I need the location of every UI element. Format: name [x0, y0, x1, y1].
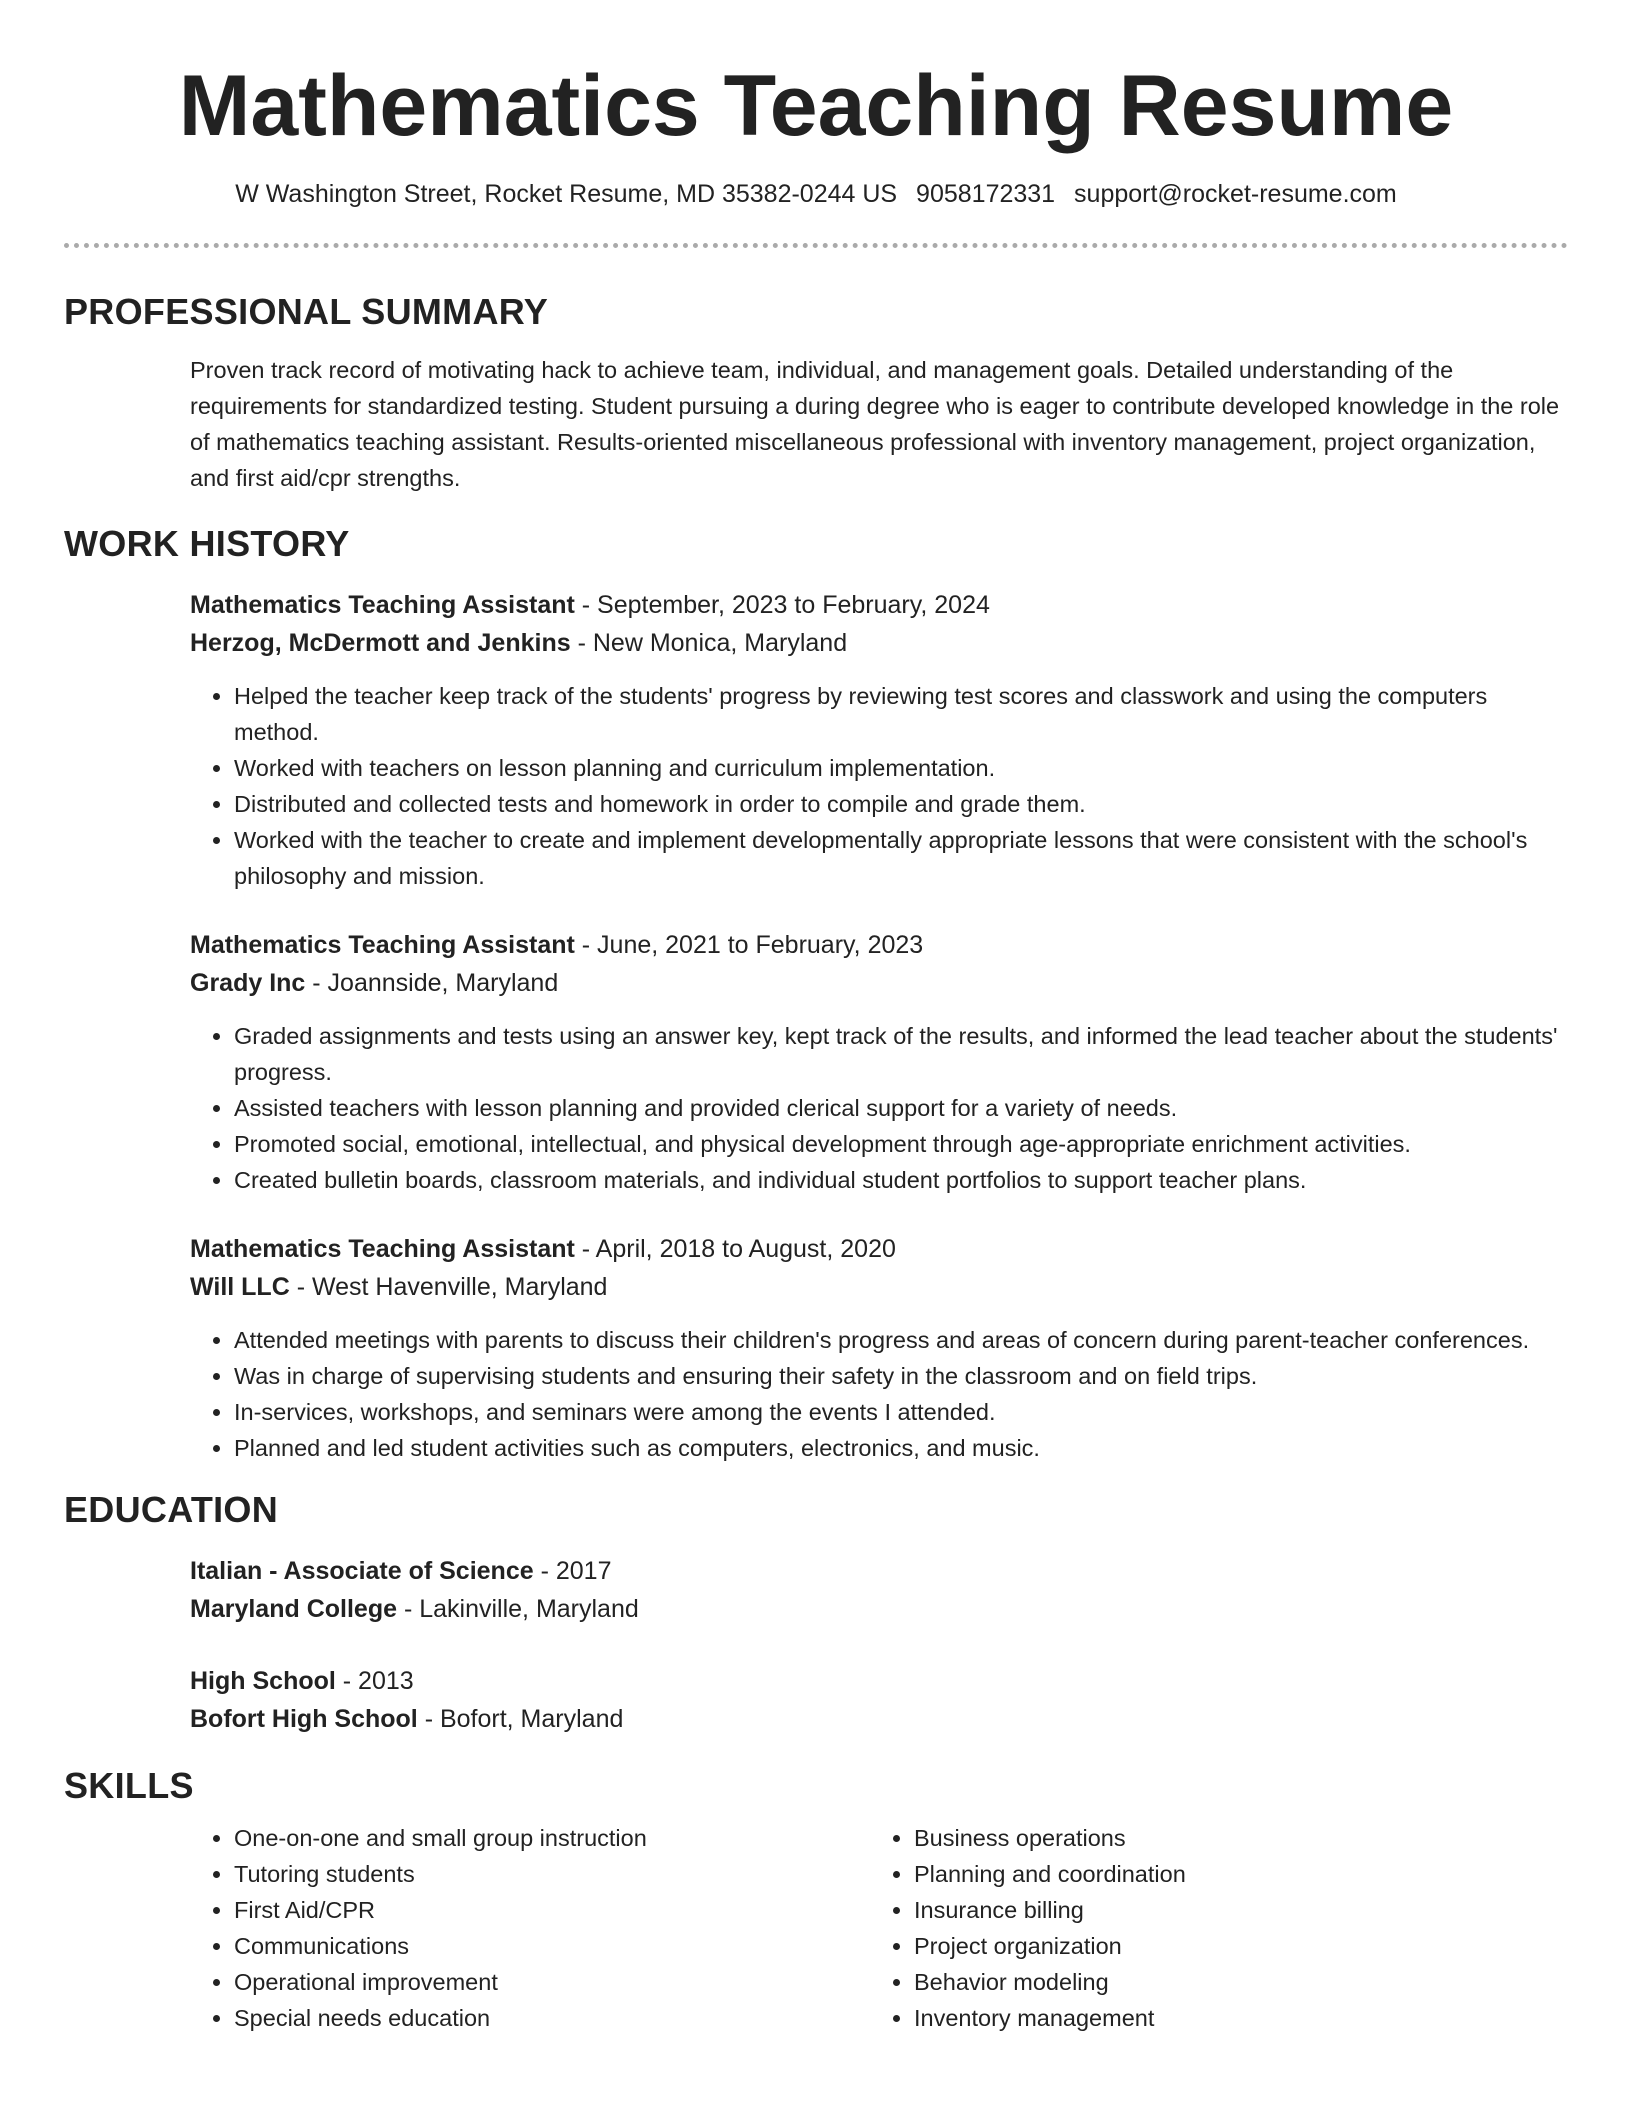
education-year: - 2017 — [533, 1557, 612, 1585]
education-location: - Bofort, Maryland — [417, 1705, 624, 1733]
list-item: • Planned and led student activities such as computers, electronics, and music. — [234, 1430, 1568, 1466]
skills-columns — [190, 1820, 1568, 2036]
list-item: • In-services, workshops, and seminars were among the events I attended. — [234, 1394, 1568, 1430]
list-item: • Tutoring students — [234, 1856, 870, 1892]
job-duties — [190, 1322, 1568, 1466]
header-divider — [64, 243, 1568, 248]
list-item: • Helped the teacher keep track of the students' progress by reviewing test scores and classwork and using the computers method. — [234, 678, 1568, 750]
list-item: • Graded assignments and tests using an answer key, kept track of the results, and informed the lead teacher about the students' progress. — [234, 1018, 1568, 1090]
contact-phone: 9058172331 — [916, 180, 1056, 208]
job-location: - Joannside, Maryland — [305, 969, 559, 997]
skills-list-left — [190, 1820, 870, 2036]
education-year: - 2013 — [335, 1667, 414, 1695]
list-item: • Worked with teachers on lesson planning and curriculum implementation. — [234, 750, 1568, 786]
job-dates: - June, 2021 to February, 2023 — [574, 931, 924, 959]
list-item: • Worked with the teacher to create and implement developmentally appropriate lessons that were consistent with the school's philosophy and mission. — [234, 822, 1568, 894]
job-title-line — [190, 1230, 1568, 1268]
education-degree-line — [190, 1552, 1568, 1590]
work-history-section — [64, 522, 1568, 1466]
job-company: Will LLC — [190, 1273, 290, 1301]
education-degree: Italian - Associate of Science — [190, 1557, 534, 1585]
job-entry — [190, 926, 1568, 1198]
education-entry — [190, 1552, 1568, 1628]
list-item: • Promoted social, emotional, intellectual, and physical development through age-appropriate enrichment activities. — [234, 1126, 1568, 1162]
education-degree: High School — [190, 1667, 336, 1695]
list-item: • Created bulletin boards, classroom materials, and individual student portfolios to support teacher plans. — [234, 1162, 1568, 1198]
education-location: - Lakinville, Maryland — [397, 1595, 639, 1623]
list-item: • Behavior modeling — [914, 1964, 1550, 2000]
summary-text: Proven track record of motivating hack to achieve team, individual, and management goals. Detailed understanding of the requirements for standardized testing. Student pursuing a during degree who is eager to contribute developed knowledge in the role of mathematics teaching assistant. Results-oriented miscellaneous professional with inventory management, project organization, and first aid/cpr strengths. — [190, 357, 1560, 491]
list-item: • Communications — [234, 1928, 870, 1964]
job-dates: - April, 2018 to August, 2020 — [574, 1235, 896, 1263]
skills-section — [64, 1764, 1568, 2036]
list-item: • Operational improvement — [234, 1964, 870, 2000]
job-title: Mathematics Teaching Assistant — [190, 1235, 575, 1263]
resume-title: Mathematics Teaching Resume — [178, 58, 1454, 154]
job-location: - West Havenville, Maryland — [289, 1273, 608, 1301]
job-location: - New Monica, Maryland — [570, 629, 848, 657]
list-item: • Assisted teachers with lesson planning and provided clerical support for a variety of needs. — [234, 1090, 1568, 1126]
work-history-heading: WORK HISTORY — [64, 523, 350, 564]
list-item: • One-on-one and small group instruction — [234, 1820, 870, 1856]
list-item: • Project organization — [914, 1928, 1550, 1964]
job-title-line — [190, 586, 1568, 624]
education-entry — [190, 1662, 1568, 1738]
education-degree-line — [190, 1662, 1568, 1700]
job-company-line — [190, 1268, 1568, 1306]
education-school: Maryland College — [190, 1595, 397, 1623]
job-title-line — [190, 926, 1568, 964]
list-item: • Distributed and collected tests and homework in order to compile and grade them. — [234, 786, 1568, 822]
contact-email: support@rocket-resume.com — [1074, 180, 1397, 208]
job-entry — [190, 586, 1568, 894]
job-title: Mathematics Teaching Assistant — [190, 591, 575, 619]
job-duties — [190, 1018, 1568, 1198]
list-item: • Planning and coordination — [914, 1856, 1550, 1892]
list-item: • First Aid/CPR — [234, 1892, 870, 1928]
list-item: • Attended meetings with parents to discuss their children's progress and areas of concern during parent-teacher conferences. — [234, 1322, 1568, 1358]
list-item: • Insurance billing — [914, 1892, 1550, 1928]
job-duties — [190, 678, 1568, 894]
list-item: • Was in charge of supervising students and ensuring their safety in the classroom and on field trips. — [234, 1358, 1568, 1394]
summary-section — [64, 290, 1568, 496]
job-company-line — [190, 624, 1568, 662]
contact-address: W Washington Street, Rocket Resume, MD 35382-0244 US — [235, 180, 898, 208]
education-school: Bofort High School — [190, 1705, 418, 1733]
job-company-line — [190, 964, 1568, 1002]
education-school-line — [190, 1700, 1568, 1738]
job-company: Herzog, McDermott and Jenkins — [190, 629, 571, 657]
education-school-line — [190, 1590, 1568, 1628]
education-heading: EDUCATION — [64, 1489, 279, 1530]
job-company: Grady Inc — [190, 969, 306, 997]
skills-list-right — [870, 1820, 1550, 2036]
education-section — [64, 1488, 1568, 1738]
summary-heading: PROFESSIONAL SUMMARY — [64, 291, 549, 332]
job-dates: - September, 2023 to February, 2024 — [574, 591, 990, 619]
job-entry — [190, 1230, 1568, 1466]
job-title: Mathematics Teaching Assistant — [190, 931, 575, 959]
list-item: • Special needs education — [234, 2000, 870, 2036]
list-item: • Business operations — [914, 1820, 1550, 1856]
contact-line — [64, 180, 1568, 209]
list-item: • Inventory management — [914, 2000, 1550, 2036]
skills-heading: SKILLS — [64, 1765, 194, 1806]
